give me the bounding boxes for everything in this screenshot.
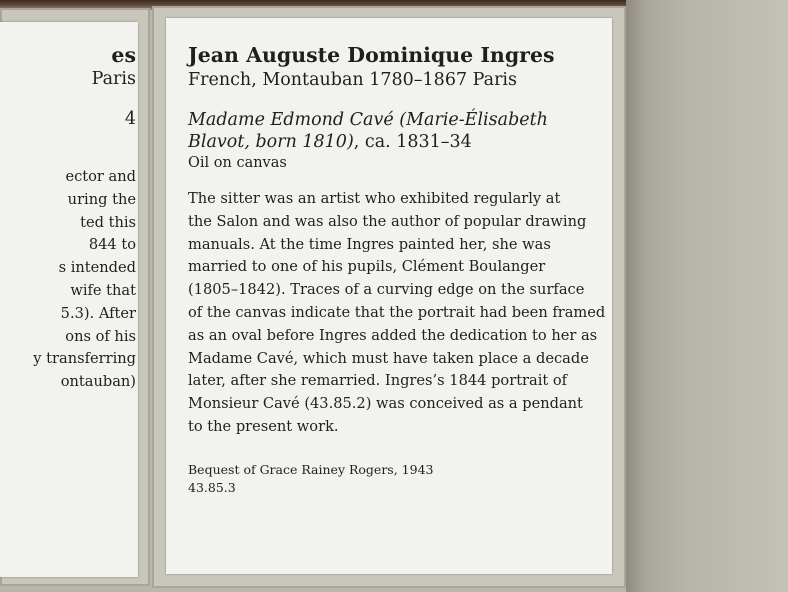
description-line: as an oval before Ingres added the dedication to her as — [188, 326, 598, 344]
museum-label — [166, 18, 612, 574]
left-desc-line: ons of his — [65, 327, 136, 345]
accession-number: 43.85.3 — [188, 479, 236, 495]
left-desc-line: 5.3). After — [60, 304, 136, 322]
artwork-medium: Oil on canvas — [188, 155, 287, 171]
left-desc-line: s intended — [58, 259, 136, 277]
description-line: the Salon and was also the author of popular drawing — [188, 212, 587, 230]
description-line: (1805–1842). Traces of a curving edge on the surface — [188, 281, 585, 299]
left-desc-line: ontauban) — [60, 373, 136, 391]
left-desc-line: uring the — [67, 190, 136, 208]
label-text-block — [188, 42, 608, 497]
description-line: of the canvas indicate that the portrait had been framed — [188, 303, 606, 321]
artwork-title-line1: Madame Edmond Cavé (Marie-Élisabeth — [188, 110, 548, 130]
description-line: Madame Cavé, which must have taken place a decade — [188, 349, 589, 367]
description-line: married to one of his pupils, Clément Boulanger — [188, 258, 546, 276]
gallery-wall — [626, 0, 788, 592]
credit-line: Bequest of Grace Rainey Rogers, 1943 — [188, 461, 434, 477]
left-desc-line: y transferring — [33, 350, 136, 368]
description-line: The sitter was an artist who exhibited regularly at — [188, 190, 561, 207]
description-line: manuals. At the time Ingres painted her, she was — [188, 235, 551, 253]
artwork-description — [188, 188, 608, 439]
left-desc-line: ector and — [65, 168, 136, 185]
artwork-title — [188, 109, 608, 153]
left-label-description — [33, 166, 136, 394]
left-desc-line: wife that — [70, 281, 136, 299]
artist-origin: French, Montauban 1780–1867 Paris — [188, 70, 518, 90]
artwork-title-line2: Blavot, born 1810) — [188, 132, 354, 152]
description-line: later, after she remarried. Ingres’s 1844 portrait of — [188, 372, 568, 390]
left-label-origin-fragment: Paris — [91, 69, 136, 89]
credit-block — [188, 461, 608, 497]
left-desc-line: ted this — [80, 213, 136, 231]
left-museum-label — [0, 22, 138, 577]
description-line: to the present work. — [188, 417, 339, 435]
left-label-artist-fragment: es — [111, 43, 136, 67]
artist-name: Jean Auguste Dominique Ingres — [188, 43, 555, 67]
left-label-date-fragment: 4 — [124, 109, 136, 129]
artwork-date: , ca. 1831–34 — [353, 132, 472, 152]
description-line: Monsieur Cavé (43.85.2) was conceived as a pendant — [188, 395, 583, 413]
left-desc-line: 844 to — [88, 236, 136, 254]
left-label-text — [33, 42, 136, 394]
